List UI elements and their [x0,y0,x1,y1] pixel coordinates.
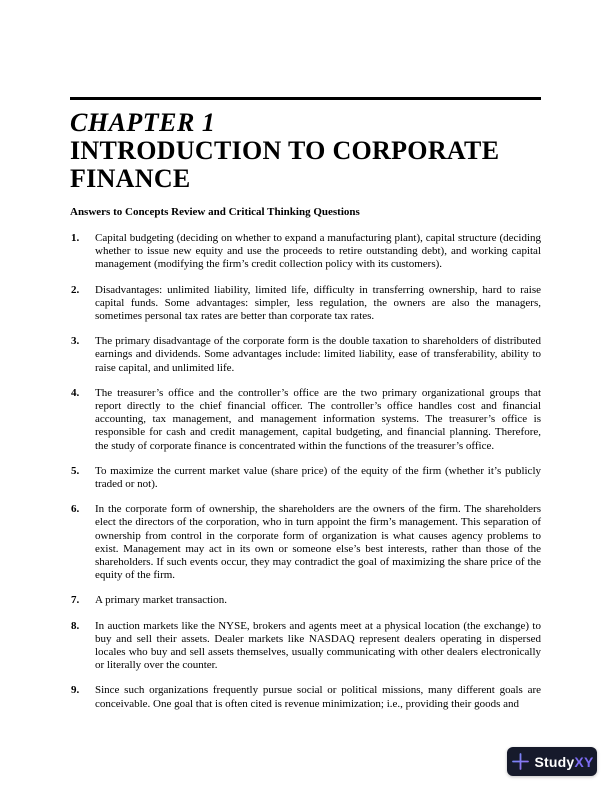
answer-item-2 [70,284,541,324]
answer-item-5 [70,465,541,491]
answer-text: To maximize the current market value (share price) of the equity of the firm (whether it’s publicly traded or not). [95,464,541,491]
answer-text: Since such organizations frequently pursue social or political missions, many different goals are conceivable. One goal that is often cited is revenue minimization; i.e., providing their goods and [95,684,541,710]
answer-item-9 [70,684,541,710]
answer-number: 9. [71,684,80,697]
top-rule-divider [70,97,541,100]
answer-item-8 [70,620,541,673]
answer-text: The treasurer’s office and the controller’s office are the two primary organizational groups that report directly to the chief financial officer. The controller’s office handles cost and financial accounting, tax management, and management information systems. The treasurer’s office is responsible for cash and credit management, capital budgeting, and financial planning. Therefore, the study of corporate finance is concentrated within the functions of the treasurer’s office. [95,386,541,452]
plus-icon [511,752,530,771]
brand-prefix: Study [534,753,575,770]
answer-text: The primary disadvantage of the corporate form is the double taxation to shareholders of distributed earnings and dividends. Some advantages include: limited liability, ease of transferability, ability to raise capital, and unlimited life. [95,335,541,374]
brand-wordmark [535,754,594,770]
studyxy-brand-badge[interactable] [507,747,597,776]
answer-number: 7. [71,594,80,607]
page-content [70,97,541,723]
section-heading: Answers to Concepts Review and Critical Thinking Questions [70,206,360,218]
answer-text: In auction markets like the NYSE, brokers and agents meet at a physical location (the exchange) to buy and sell their assets. Dealer markets like NASDAQ represent dealers operating in dispersed locales who buy and sell assets themselves, usually communicating with other dealers electronically or literally over the counter. [95,619,541,672]
answer-number: 2. [71,283,80,296]
answer-number: 3. [71,335,80,348]
page-title: INTRODUCTION TO CORPORATE FINANCE [70,136,500,193]
answer-item-7 [70,594,541,607]
answer-number: 5. [71,464,80,477]
answer-text: In the corporate form of ownership, the shareholders are the owners of the firm. The shareholders elect the directors of the corporation, who in turn appoint the firm’s management. This separation of ownership from control in the corporate form of organization is what causes agency problems to exist. Management may act in its own or someone else’s best interests, rather than those of the shareholders. If such events occur, they may contradict the goal of maximizing the share price of the equity of the firm. [95,503,541,582]
answer-text: Disadvantages: unlimited liability, limited life, difficulty in transferring ownership, hard to raise capital funds. Some advantages: simpler, less regulation, the owners are also the managers, sometimes personal tax rates are better than corporate tax rates. [95,283,541,323]
brand-suffix: XY [574,753,594,770]
chapter-label: CHAPTER 1 [70,108,216,137]
answer-number: 6. [71,503,80,516]
answer-item-4 [70,387,541,453]
answer-item-6 [70,503,541,582]
answer-text: Capital budgeting (deciding on whether to expand a manufacturing plant), capital structure (deciding whether to issue new equity and use the proceeds to retire outstanding debt), and working capital management (modifying the firm’s credit collection policy with its customers). [95,232,541,271]
answer-number: 8. [71,619,80,632]
answer-number: 1. [71,232,80,244]
answer-number: 4. [71,386,80,399]
answer-text: A primary market transaction. [95,594,227,607]
answers-list [70,232,541,711]
answer-item-1 [70,232,541,272]
answer-item-3 [70,335,541,375]
